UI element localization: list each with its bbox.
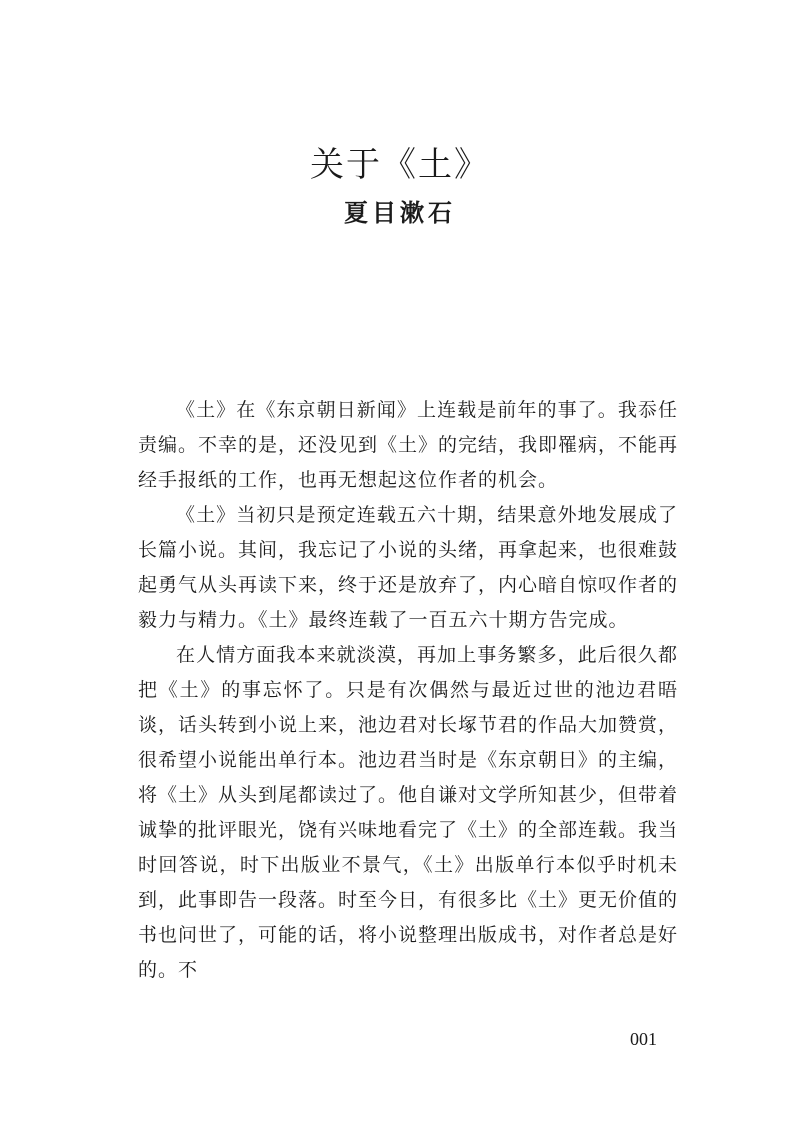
author-name: 夏目漱石 [344,198,456,227]
page-title: 关于《土》 [310,145,490,185]
page-number: 001 [630,1029,657,1049]
paragraph-2: 《土》当初只是预定连载五六十期，结果意外地发展成了长篇小说。其间，我忘记了小说的头绪，再拿起来，也很难鼓起勇气从头再读下来，终于还是放弃了，内心暗自惊叹作者的毅力与精力。《土》最终连载了一百五六十期方告完成。 [138,504,679,631]
paragraph-1: 《土》在《东京朝日新闻》上连载是前年的事了。我忝任责编。不幸的是，还没见到《土》的完结，我即罹病，不能再经手报纸的工作，也再无想起这位作者的机会。 [138,399,679,491]
body-text [138,393,678,988]
paragraph-3: 在人情方面我本来就淡漠，再加上事务繁多，此后很久都把《土》的事忘怀了。只是有次偶然与最近过世的池边君晤谈，话头转到小说上来，池边君对长塚节君的作品大加赞赏，很希望小说能出单行本。池边君当时是《东京朝日》的主编，将《土》从头到尾都读过了。他自谦对文学所知甚少，但带着诚挚的批评眼光，饶有兴味地看完了《土》的全部连载。我当时回答说，时下出版业不景气，《土》出版单行本似乎时机未到，此事即告一段落。时至今日，有很多比《土》更无价值的书也问世了，可能的话，将小说整理出版成书，对作者总是好的。不 [138,644,679,981]
